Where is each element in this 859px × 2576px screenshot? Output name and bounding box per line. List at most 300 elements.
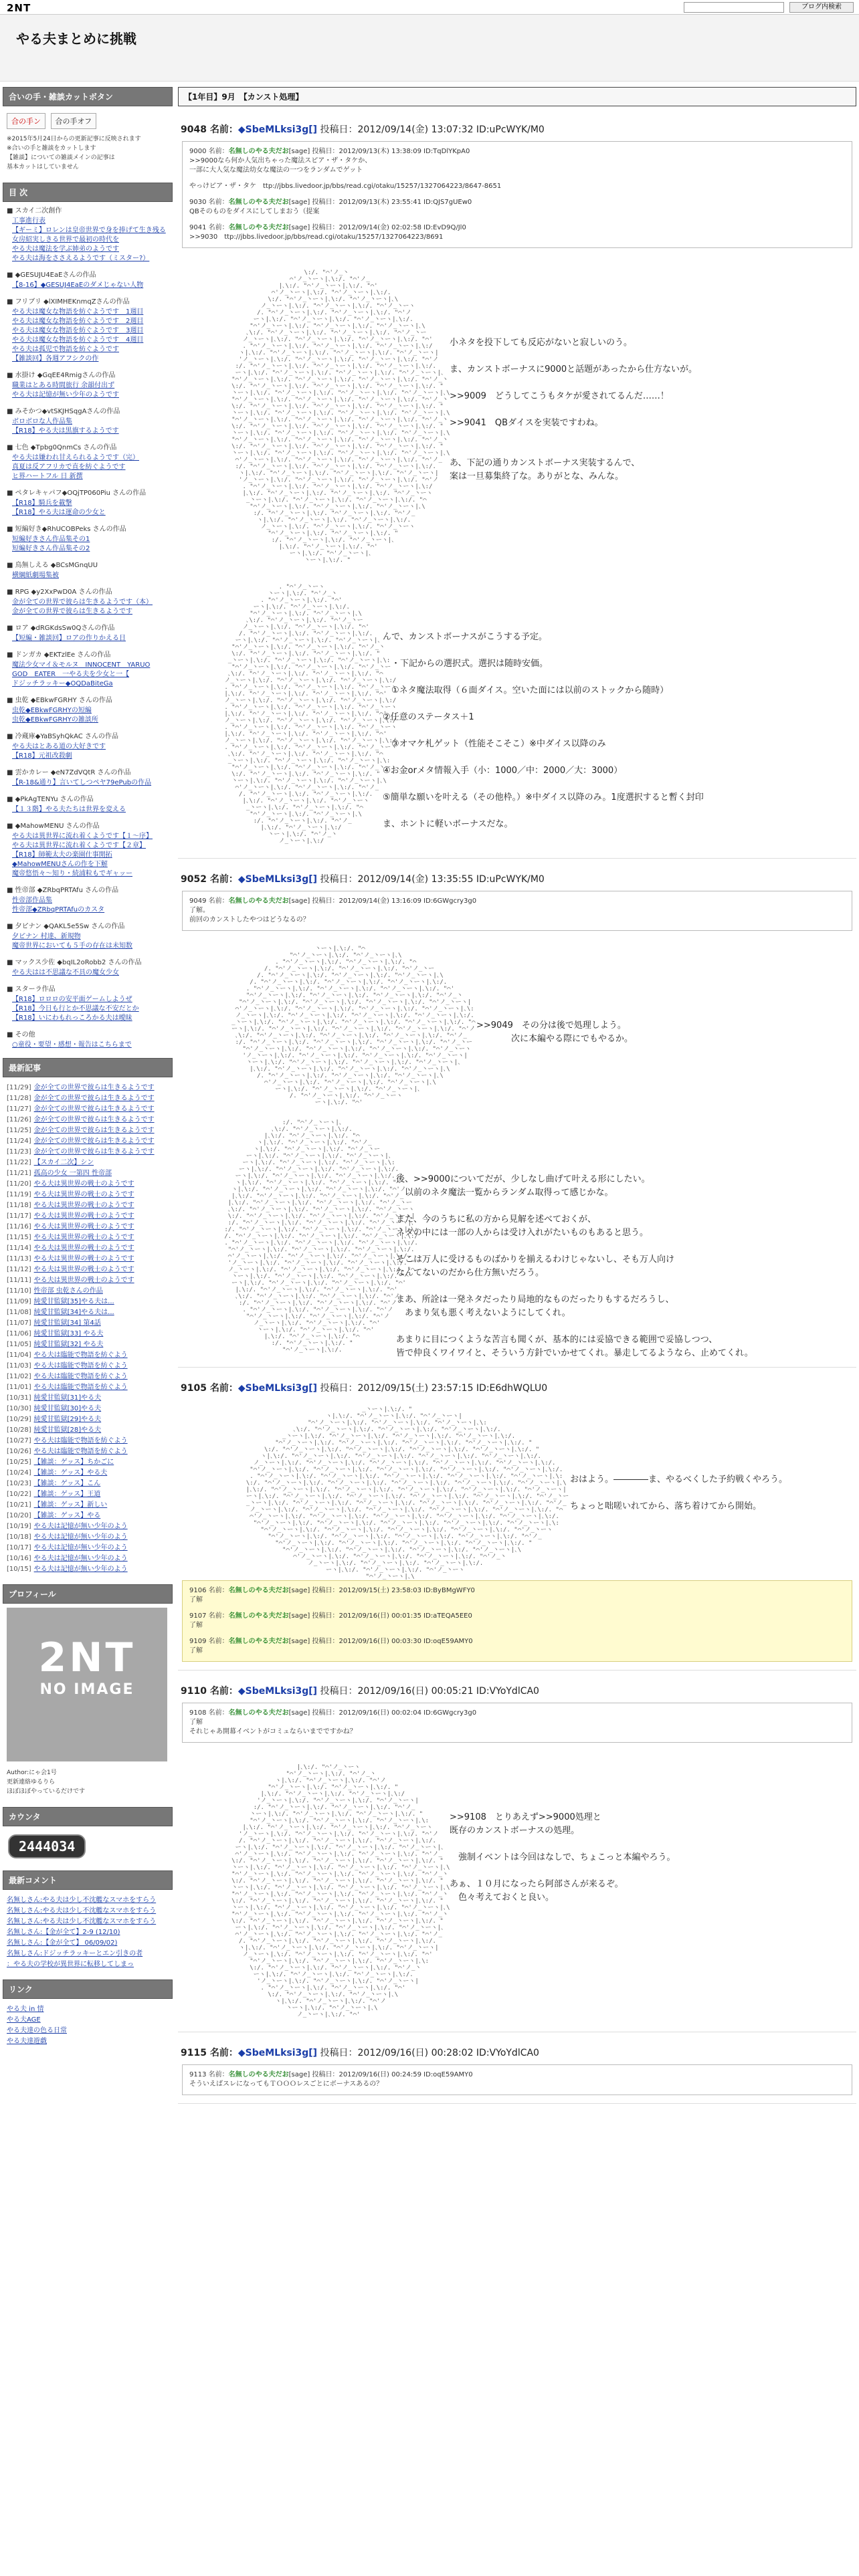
toc-link[interactable]: やる夫はとある道の大好きです bbox=[12, 743, 106, 750]
recent-item bbox=[7, 1361, 169, 1372]
quoted-responses bbox=[182, 1580, 852, 1662]
toc-link[interactable]: 【短編・雑談回】ロアの作りかえる日 bbox=[12, 635, 126, 642]
comment-link[interactable]: ：やる夫の学校が異世界に転移してしまっ bbox=[7, 1961, 134, 1968]
quote-text: やっけピア・ザ・タケ ttp://jbbs.livedoor.jp/bbs/read.cgi/otaku/15257/1327064223/8647-8651 bbox=[189, 183, 502, 190]
recent-link[interactable]: やる夫は記憶が無い少年のよう bbox=[33, 1523, 128, 1530]
recent-link[interactable]: やる夫は異世界の戦士のようです bbox=[33, 1234, 134, 1241]
toc-group-title[interactable]: ■ マックス少佐 ◆bqIL2oRobb2 さんの作品 bbox=[7, 959, 142, 966]
recent-link[interactable]: やる夫は異世界の戦士のようです bbox=[33, 1255, 134, 1263]
recent-link[interactable]: やる夫は記憶が無い少年のよう bbox=[33, 1555, 128, 1562]
comment-item bbox=[7, 1949, 169, 1959]
recent-date: [10/21] bbox=[7, 1501, 31, 1509]
links-block bbox=[3, 1979, 173, 2048]
toc-group bbox=[3, 650, 173, 689]
quote-gap bbox=[189, 1605, 845, 1612]
poster-name[interactable]: ◆SbeMLksi3g[] bbox=[237, 1686, 318, 1697]
toc-link[interactable]: 横綱紙劇場集被 bbox=[12, 572, 59, 579]
toc-link[interactable]: 性帝部◆ZRbqPRTAfuのカスタ bbox=[12, 906, 105, 914]
toc-link[interactable]: 【R18】師範太夫の楽園仕事開拓 bbox=[12, 851, 112, 859]
recent-item bbox=[7, 1147, 169, 1158]
toc-link[interactable]: 短編好きさん作品集その2 bbox=[12, 545, 90, 552]
toc-group-title[interactable]: ■ 冷蔵庫◆YaBSyhQkAC さんの作品 bbox=[7, 733, 118, 740]
recent-date: [11/14] bbox=[7, 1245, 31, 1252]
quote-text: >>9000なら何か人気出ちゃった魔法スピア・ザ・タケか、 bbox=[189, 157, 372, 165]
recent-link[interactable]: やる夫は臨能で物語を紡ぐよう bbox=[33, 1373, 128, 1380]
quote-line bbox=[189, 198, 845, 207]
recent-date: [10/25] bbox=[7, 1459, 31, 1466]
recent-item bbox=[7, 1404, 169, 1414]
speech-line: あぁ、１０月になったら阿部さんが来るぞ。 bbox=[450, 1879, 624, 1889]
quote-line bbox=[189, 207, 845, 217]
post-number[interactable]: 9105 名前： bbox=[181, 1383, 238, 1394]
toc-link[interactable]: やる夫は魔女な物語を紡ぐようです 3週目 bbox=[12, 327, 144, 334]
comment-item bbox=[7, 1927, 169, 1938]
ascii-art-figure: |､\:/. "⌒'ノ_丶ーヽ "⌒'ノ_丶ーヽ|､\:/. "⌒'ノ_丶 ヽ|､\:/. "⌒'ノ_丶ーヽ|､\:/. "⌒'ノ "⌒'ノ_丶ーヽ|､\:/. "⌒'ノ_丶ーヽ|､\:/. " |､\:/. "⌒'ノ_丶ーヽ|､\:/. "⌒'ノ_丶ーヽ|､\:/ 'ノ_丶ーヽ|､\:/. "⌒'ノ_丶ーヽ|､\:/. "⌒'ノ_丶ーヽ| :/. "⌒'ノ_丶ーヽ|､\:/. "⌒'ノ_丶ーヽ|､\:/. "⌒'ノ_ 丶ーヽ|､\:/. "⌒'ノ_丶ーヽ|､\:/. "⌒'ノ_丶ーヽ|､\:/. " "⌒'ノ_丶ーヽ|､\:/. "⌒'ノ_丶ーヽ|､\:/. "⌒'ノ_丶ーヽ|､\: |､\:/. "⌒'ノ_丶ーヽ|､\:/. "⌒'ノ_丶ーヽ|､\:/. "⌒'ノ_丶ーヽ 'ノ_丶ーヽ|､\:/. "⌒'ノ_丶ーヽ|､\:/. "⌒'ノ_丶ーヽ|､\:/. "⌒'ノ /. "⌒'ノ_丶ーヽ|､\:/. "⌒'ノ_丶ーヽ|､\:/. "⌒'ノ_丶ーヽ|､\:/. ーヽ|､\:/. "⌒'ノ_丶ーヽ|､\:/. "⌒'ノ_丶ーヽ|､\:/. "⌒'ノ_丶ーヽ|､ ⌒'ノ_丶ーヽ|､\:/. "⌒'ノ_丶ーヽ|､\:/. "⌒'ノ_丶ーヽ|､\:/. "⌒'ノ_ \:/. "⌒'ノ_丶ーヽ|､\:/. "⌒'ノ_丶ーヽ|､\:/. "⌒'ノ_丶ーヽ|､\:/. " 丶ーヽ|､\:/. "⌒'ノ_丶ーヽ|､\:/. "⌒'ノ_丶ーヽ|､\:/. "⌒'ノ_丶ーヽ|､\ "⌒'ノ_丶ーヽ|､\:/. "⌒'ノ_丶ーヽ|､\:/. "⌒'ノ_丶ーヽ|､\:/. "⌒'ノ_丶 \:/. "⌒'ノ_丶ーヽ|､\:/. "⌒'ノ_丶ーヽ|､\:/. "⌒'ノ_丶ーヽ|､\:/. " 丶ーヽ|､\:/. "⌒'ノ_丶ーヽ|､\:/. "⌒'ノ_丶ーヽ|､\:/. "⌒'ノ_丶ーヽ|､\ "⌒'ノ_丶ーヽ|､\:/. "⌒'ノ_丶ーヽ|､\:/. "⌒'ノ_丶ーヽ|､\:/. "⌒'ノ_丶 \:/. "⌒'ノ_丶ーヽ|､\:/. "⌒'ノ_丶ーヽ|､\:/. "⌒'ノ_丶ーヽ|､\:/. " 丶ーヽ|､\:/. "⌒'ノ_丶ーヽ|､\:/. "⌒'ノ_丶ーヽ|､\:/. "⌒'ノ_丶ーヽ|､\ "⌒'ノ_丶ーヽ|､\:/. "⌒'ノ_丶ーヽ|､\:/. "⌒'ノ_丶ーヽ|､\:/. "⌒'ノ_丶 \:/. "⌒'ノ_丶ーヽ|､\:/. "⌒'ノ_丶ーヽ|､\:/. "⌒'ノ_丶ーヽ|､\:/. " ーヽ|､\:/. "⌒'ノ_丶ーヽ|､\:/. "⌒'ノ_丶ーヽ|､\:/. "⌒'ノ_丶ーヽ|､ ⌒'ノ_丶ーヽ|､\:/. "⌒'ノ_丶ーヽ|､\:/. "⌒'ノ_丶ーヽ|､\:/. "⌒'ノ_ /. "⌒'ノ_丶ーヽ|､\:/. "⌒'ノ_丶ーヽ|､\:/. "⌒'ノ_丶ーヽ|､\:/. ヽ|､\:/. "⌒'ノ_丶ーヽ|､\:/. "⌒'ノ_丶ーヽ|､\:/. "⌒'ノ_丶ーヽ| ノ_丶ーヽ|､\:/. "⌒'ノ_丶ーヽ|､\:/. "⌒'ノ_丶ーヽ|､\:/. "⌒' "⌒'ノ_丶ーヽ|､\:/. "⌒'ノ_丶ーヽ|､\:/. "⌒'ノ_丶ーヽ|､\: \:/. "⌒'ノ_丶ーヽ|､\:/. "⌒'ノ_丶ーヽ|､\:/. "⌒'ノ_丶 ーヽ|､\:/. "⌒'ノ_丶ーヽ|､\:/. "⌒'ノ_丶ーヽ|､\:/. 'ノ_丶ーヽ|､\:/. "⌒'ノ_丶ーヽ|､\:/. "⌒'ノ_丶ーヽ| . "⌒'ノ_丶ーヽ|､\:/. "⌒'ノ_丶ーヽ|､\:/. "⌒' \:/. "⌒'ノ_丶ーヽ|､\:/. "⌒'ノ_丶ーヽ|､\ ヽ|､\:/. "⌒'ノ_丶ーヽ|､\:/. "⌒'ノ 丶ーヽ|､\:/. "⌒'ノ_丶ーヽ|､\ ノ_丶ーヽ|､\:/. "⌒' bbox=[231, 1764, 450, 2018]
site-logo[interactable]: 2NT bbox=[7, 2, 31, 14]
post-number[interactable]: 9110 名前： bbox=[181, 1686, 238, 1697]
toc-group bbox=[3, 1030, 173, 1050]
recent-link[interactable]: 純愛甘監獄[33] やる夫 bbox=[33, 1330, 104, 1337]
recent-date: [10/30] bbox=[7, 1405, 31, 1412]
blog-title[interactable]: やる夫まとめに挑戦 bbox=[16, 31, 136, 47]
recent-link[interactable]: 金が全ての世界で彼らは生きるようです bbox=[33, 1084, 155, 1091]
recent-link[interactable]: 金が全ての世界で彼らは生きるようです bbox=[33, 1095, 155, 1102]
recent-date: [11/16] bbox=[7, 1223, 31, 1230]
toc-link[interactable]: 【R18】やる夫は運命の少女と bbox=[12, 509, 106, 516]
ascii-art-figure: :/. "⌒'ノ_丶ーヽ|､ ､\:/. "⌒'ノ_丶ーヽ|､\:/. |､\:/. "⌒'ノ_丶ーヽ|､\:/. "⌒ ヽ|､\:/. "⌒'ノ_丶ーヽ|､\:/. "⌒'ノ_ ヽ|､\:/. "⌒'ノ_丶ーヽ|､\:/. "⌒'ノ_丶ー ーヽ|､\:/. "⌒'ノ_丶ーヽ|､\:/. "⌒'ノ_丶ーヽ|､ ーヽ|､\:/. "⌒'ノ_丶ーヽ|､\:/. "⌒'ノ_丶ーヽ|､\: ーヽ|､\:/. "⌒'ノ_丶ーヽ|､\:/. "⌒'ノ_丶ーヽ|､\:/. ーヽ|､\:/. "⌒'ノ_丶ーヽ|､\:/. "⌒'ノ_丶ーヽ|､\:/. " ヽ|､\:/. "⌒'ノ_丶ーヽ|､\:/. "⌒'ノ_丶ーヽ|､\:/. "⌒ ヽ|､\:/. "⌒'ノ_丶ーヽ|､\:/. "⌒'ノ_丶ーヽ|､\:/. "⌒'ノ |､\:/. "⌒'ノ_丶ーヽ|､\:/. "⌒'ノ_丶ーヽ|､\:/. "⌒'ノ_ |､\:/. "⌒'ノ_丶ーヽ|､\:/. "⌒'ノ_丶ーヽ|､\:/. "⌒'ノ_丶ー ､\:/. "⌒'ノ_丶ーヽ|､\:/. "⌒'ノ_丶ーヽ|､\:/. "⌒'ノ_丶ーヽ \:/. "⌒'ノ_丶ーヽ|､\:/. "⌒'ノ_丶ーヽ|､\:/. "⌒'ノ_丶ーヽ| :/. "⌒'ノ_丶ーヽ|､\:/. "⌒'ノ_丶ーヽ|､\:/. "⌒'ノ_丶ーヽ|､ :/. "⌒'ノ_丶ーヽ|､\:/. "⌒'ノ_丶ーヽ|､\:/. "⌒'ノ_丶ーヽ|､\: /. "⌒'ノ_丶ーヽ|､\:/. "⌒'ノ_丶ーヽ|､\:/. "⌒'ノ_丶ーヽ|､\:/ . "⌒'ノ_丶ーヽ|､\:/. "⌒'ノ_丶ーヽ|､\:/. "⌒'ノ_丶ーヽ|､\:/. "⌒'ノ_丶ーヽ|､\:/. "⌒'ノ_丶ーヽ|､\:/. "⌒'ノ_丶ーヽ|､\:/. ⌒'ノ_丶ーヽ|､\:/. "⌒'ノ_丶ーヽ|､\:/. "⌒'ノ_丶ーヽ|､\:/. 'ノ_丶ーヽ|､\:/. "⌒'ノ_丶ーヽ|､\:/. "⌒'ノ_丶ーヽ|､\:/. " ノ_丶ーヽ|､\:/. "⌒'ノ_丶ーヽ|､\:/. "⌒'ノ_丶ーヽ|､\:/. "⌒ 丶ーヽ|､\:/. "⌒'ノ_丶ーヽ|､\:/. "⌒'ノ_丶ーヽ|､\:/. "⌒ ーヽ|､\:/. "⌒'ノ_丶ーヽ|､\:/. "⌒'ノ_丶ーヽ|､\:/. "⌒' |､\:/. "⌒'ノ_丶ーヽ|､\:/. "⌒'ノ_丶ーヽ|､\:/. "⌒' ､\:/. "⌒'ノ_丶ーヽ|､\:/. "⌒'ノ_丶ーヽ|､\:/. "⌒'ノ :/. "⌒'ノ_丶ーヽ|､\:/. "⌒'ノ_丶ーヽ|､\:/. "⌒'ノ . "⌒'ノ_丶ーヽ|､\:/. "⌒'ノ_丶ーヽ|､\:/. "⌒'ノ "⌒'ノ_丶ーヽ|､\:/. "⌒'ノ_丶ーヽ|､\:/. "⌒'ノ ノ_丶ーヽ|､\:/. "⌒'ノ_丶ーヽ|､\:/. "⌒' 丶ーヽ|､\:/. "⌒'ノ_丶ーヽ|､\:/. "⌒' |､\:/. "⌒'ノ_丶ーヽ|､\:/. "⌒ :/. "⌒'ノ_丶ーヽ|､\:/. " "⌒'ノ_丶ーヽ|､\:/. bbox=[224, 1119, 418, 1354]
recent-item bbox=[7, 1500, 169, 1511]
recent-link[interactable]: 【雑談：ゲッス】こん bbox=[33, 1480, 101, 1487]
speech-line: なんてないのだから仕方無いだろう。 bbox=[396, 1268, 545, 1278]
recent-link[interactable]: やる夫は記憶が無い少年のよう bbox=[33, 1566, 128, 1573]
ascii-art-figure: . "⌒'ノ_丶ーヽ 丶ーヽ|､\:/. "⌒'ノ_丶 . "⌒'ノ_丶ーヽ|､\:/. "⌒' ーヽ|､\:/. "⌒'ノ_丶ーヽ|､\:/. "⌒'ノ_丶ーヽ|､\:/. "⌒'ノ_丶ーヽ|､\ ､\:/. "⌒'ノ_丶ーヽ|､\:/. "⌒'ノ_丶ー ノ_丶ーヽ|､\:/. "⌒'ノ_丶ーヽ|､\:/. "⌒' /. "⌒'ノ_丶ーヽ|､\:/. "⌒'ノ_丶ーヽ|､\:/. ーヽ|､\:/. "⌒'ノ_丶ーヽ|､\:/. "⌒'ノ_丶ーヽ|､ "⌒'ノ_丶ーヽ|､\:/. "⌒'ノ_丶ーヽ|､\:/. "⌒'ノ_丶 \:/. "⌒'ノ_丶ーヽ|､\:/. "⌒'ノ_丶ーヽ|､\:/. " _丶ーヽ|､\:/. "⌒'ノ_丶ーヽ|､\:/. "⌒'ノ_丶ーヽ|､\: "⌒'ノ_丶ーヽ|､\:/. "⌒'ノ_丶ーヽ|､\:/. "⌒'ノ_丶ー ､\:/. "⌒'ノ_丶ーヽ|､\:/. "⌒'ノ_丶ーヽ|､\:/. "⌒ ノ_丶ーヽ|､\:/. "⌒'ノ_丶ーヽ|､\:/. "⌒'ノ_丶ーヽ|､\:/ . "⌒'ノ_丶ーヽ|､\:/. "⌒'ノ_丶ーヽ|､\:/. "⌒'ノ_丶ーヽ |､\:/. "⌒'ノ_丶ーヽ|､\:/. "⌒'ノ_丶ーヽ|､\:/. "⌒' ノ_丶ーヽ|､\:/. "⌒'ノ_丶ーヽ|､\:/. "⌒'ノ_丶ーヽ|､\:/ . "⌒'ノ_丶ーヽ|､\:/. "⌒'ノ_丶ーヽ|､\:/. "⌒'ノ_丶ーヽ |､\:/. "⌒'ノ_丶ーヽ|､\:/. "⌒'ノ_丶ーヽ|､\:/. "⌒' ノ_丶ーヽ|､\:/. "⌒'ノ_丶ーヽ|､\:/. "⌒'ノ_丶ーヽ|､\:/ . "⌒'ノ_丶ーヽ|､\:/. "⌒'ノ_丶ーヽ|､\:/. "⌒'ノ_丶ーヽ |､\:/. "⌒'ノ_丶ーヽ|､\:/. "⌒'ノ_丶ーヽ|､\:/. "⌒' ノ_丶ーヽ|､\:/. "⌒'ノ_丶ーヽ|､\:/. "⌒'ノ_丶ーヽ|､\:/ . "⌒'ノ_丶ーヽ|､\:/. "⌒'ノ_丶ーヽ|､\:/. "⌒'ノ_丶ーヽ ､\:/. "⌒'ノ_丶ーヽ|､\:/. "⌒'ノ_丶ーヽ|､\:/. "⌒ _丶ーヽ|､\:/. "⌒'ノ_丶ーヽ|､\:/. "⌒'ノ_丶ーヽ|､\: "⌒'ノ_丶ーヽ|､\:/. "⌒'ノ_丶ーヽ|､\:/. "⌒'ノ_丶ー \:/. "⌒'ノ_丶ーヽ|､\:/. "⌒'ノ_丶ーヽ|､\:/. " 丶ーヽ|､\:/. "⌒'ノ_丶ーヽ|､\:/. "⌒'ノ_丶ーヽ|､\ ⌒'ノ_丶ーヽ|､\:/. "⌒'ノ_丶ーヽ|､\:/. "⌒'ノ_ /. "⌒'ノ_丶ーヽ|､\:/. "⌒'ノ_丶ーヽ|､\:/. |､\:/. "⌒'ノ_丶ーヽ|､\:/. "⌒'ノ_丶ーヽ _丶ーヽ|､\:/. "⌒'ノ_丶ーヽ|､\:/. "⌒ "⌒'ノ_丶ーヽ|､\:/. "⌒'ノ_丶ーヽ|､\ :/. "⌒'ノ_丶ーヽ|､\:/. "⌒'ノ_ |､\:/. "⌒'ノ_丶ーヽ|､\:/ 丶ーヽ|､\:/. "⌒'ノ_丶 ノ_丶ーヽ|､\:/ bbox=[224, 584, 397, 845]
quote-line bbox=[189, 147, 845, 156]
toc-link[interactable]: 性帝部作品集 bbox=[12, 897, 52, 904]
toc-link[interactable]: GOD EATER 一やる夫を少女と一【 bbox=[12, 671, 130, 678]
quote-number[interactable]: 9041 名前： bbox=[189, 224, 229, 231]
post-number[interactable]: 9052 名前： bbox=[181, 874, 238, 885]
toc-link[interactable]: やる夫は魔女な物語を紡ぐようです 2週目 bbox=[12, 318, 144, 325]
ascii-art-figure: \:/. "⌒'ノ_丶 ⌒'ノ_丶ーヽ|､\:/. "⌒'ノ_ |､\:/. "⌒'ノ_丶ーヽ|､\:/. "⌒' ⌒'ノ_丶ーヽ|､\:/. "⌒'ノ_丶ーヽ|､\:/. \:/. "⌒'ノ_丶ーヽ|､\:/. "⌒'ノ_丶ーヽ|､\ ノ_丶ーヽ|､\:/. "⌒'ノ_丶ーヽ|､\:/. "⌒'ノ_丶ーヽ /. "⌒'ノ_丶ーヽ|､\:/. "⌒'ノ_丶ーヽ|､\:/. "⌒'ノ ーヽ|､\:/. "⌒'ノ_丶ーヽ|､\:/. "⌒'ノ_丶ーヽ|､\:/. "⌒'ノ_丶ーヽ|､\:/. "⌒'ノ_丶ーヽ|､\:/. "⌒'ノ_丶ーヽ|､\ ､\:/. "⌒'ノ_丶ーヽ|､\:/. "⌒'ノ_丶ーヽ|､\:/. "⌒'ノ_丶ー ノ_丶ーヽ|､\:/. "⌒'ノ_丶ーヽ|､\:/. "⌒'ノ_丶ーヽ|､\:/. "⌒' . "⌒'ノ_丶ーヽ|､\:/. "⌒'ノ_丶ーヽ|､\:/. "⌒'ノ_丶ーヽ|､\:/ ヽ|､\:/. "⌒'ノ_丶ーヽ|､\:/. "⌒'ノ_丶ーヽ|､\:/. "⌒'ノ_丶ーヽ| 'ノ_丶ーヽ|､\:/. "⌒'ノ_丶ーヽ|､\:/. "⌒'ノ_丶ーヽ|､\:/. "⌒'ノ :/. "⌒'ノ_丶ーヽ|､\:/. "⌒'ノ_丶ーヽ|､\:/. "⌒'ノ_丶ーヽ|､\:/. ーヽ|､\:/. "⌒'ノ_丶ーヽ|､\:/. "⌒'ノ_丶ーヽ|､\:/. "⌒'ノ_丶ーヽ|､ "⌒'ノ_丶ーヽ|､\:/. "⌒'ノ_丶ーヽ|､\:/. "⌒'ノ_丶ーヽ|､\:/. "⌒'ノ_丶 \:/. "⌒'ノ_丶ーヽ|､\:/. "⌒'ノ_丶ーヽ|､\:/. "⌒'ノ_丶ーヽ|､\:/. " 丶ーヽ|､\:/. "⌒'ノ_丶ーヽ|､\:/. "⌒'ノ_丶ーヽ|､\:/. "⌒'ノ_丶ーヽ|､\ "⌒'ノ_丶ーヽ|､\:/. "⌒'ノ_丶ーヽ|､\:/. "⌒'ノ_丶ーヽ|､\:/. "⌒'ノ_丶 \:/. "⌒'ノ_丶ーヽ|､\:/. "⌒'ノ_丶ーヽ|､\:/. "⌒'ノ_丶ーヽ|､\:/. " 丶ーヽ|､\:/. "⌒'ノ_丶ーヽ|､\:/. "⌒'ノ_丶ーヽ|､\:/. "⌒'ノ_丶ーヽ|､\ "⌒'ノ_丶ーヽ|､\:/. "⌒'ノ_丶ーヽ|､\:/. "⌒'ノ_丶ーヽ|､\:/. "⌒'ノ_丶 \:/. "⌒'ノ_丶ーヽ|､\:/. "⌒'ノ_丶ーヽ|､\:/. "⌒'ノ_丶ーヽ|､\:/. " 丶ーヽ|､\:/. "⌒'ノ_丶ーヽ|､\:/. "⌒'ノ_丶ーヽ|､\:/. "⌒'ノ_丶ーヽ|､\ "⌒'ノ_丶ーヽ|､\:/. "⌒'ノ_丶ーヽ|､\:/. "⌒'ノ_丶ーヽ|､\:/. "⌒'ノ_丶 \:/. "⌒'ノ_丶ーヽ|､\:/. "⌒'ノ_丶ーヽ|､\:/. "⌒'ノ_丶ーヽ|､\:/. " 丶ーヽ|､\:/. "⌒'ノ_丶ーヽ|､\:/. "⌒'ノ_丶ーヽ|､\:/. "⌒'ノ_丶ーヽ|､\ ⌒'ノ_丶ーヽ|､\:/. "⌒'ノ_丶ーヽ|､\:/. "⌒'ノ_丶ーヽ|､\:/. "⌒'ノ_ :/. "⌒'ノ_丶ーヽ|､\:/. "⌒'ノ_丶ーヽ|､\:/. "⌒'ノ_丶ーヽ|､\:/. ヽ|､\:/. "⌒'ノ_丶ーヽ|､\:/. "⌒'ノ_丶ーヽ|､\:/. "⌒'ノ_丶ーヽ| 'ノ_丶ーヽ|､\:/. "⌒'ノ_丶ーヽ|､\:/. "⌒'ノ_丶ーヽ|､\:/. "⌒'ノ . "⌒'ノ_丶ーヽ|､\:/. "⌒'ノ_丶ーヽ|､\:/. "⌒'ノ_丶ーヽ|､\:/ |､\:/. "⌒'ノ_丶ーヽ|､\:/. "⌒'ノ_丶ーヽ|､\:/. "⌒'ノ_丶ーヽ _丶ーヽ|､\:/. "⌒'ノ_丶ーヽ|､\:/. "⌒'ノ_丶ーヽ|､\:/. "⌒ "⌒'ノ_丶ーヽ|､\:/. "⌒'ノ_丶ーヽ|､\:/. "⌒'ノ_丶ーヽ|､\ :/. "⌒'ノ_丶ーヽ|､\:/. "⌒'ノ_丶ーヽ|､\:/. "⌒'ノ_ ヽ|､\:/. "⌒'ノ_丶ーヽ|､\:/. "⌒'ノ_丶ーヽ|､\:/. ノ_丶ーヽ|､\:/. "⌒'ノ_丶ーヽ|､\:/. "⌒'ノ_丶ーヽ "⌒'ノ_丶ーヽ|､\:/. "⌒'ノ_丶ーヽ|､\:/. " :/. "⌒'ノ_丶ーヽ|､\:/. "⌒'ノ_丶ーヽ|､ |､\:/. "⌒'ノ_丶ーヽ|､\:/. "⌒' ーヽ|､\:/. "⌒'ノ_丶ーヽ|､ 丶ーヽ|､\:/. " bbox=[231, 270, 450, 564]
speech-line bbox=[570, 1487, 787, 1500]
ascii-art-panel bbox=[182, 939, 852, 1106]
recent-date: [11/27] bbox=[7, 1105, 31, 1113]
toc-link[interactable]: やる夫は嫌われ甘えられるようです（完） bbox=[12, 454, 139, 461]
quote-line bbox=[189, 1612, 845, 1621]
speech-line bbox=[396, 1200, 753, 1213]
quote-line bbox=[189, 156, 845, 166]
quote-number[interactable]: 9106 名前： bbox=[189, 1587, 229, 1594]
link-item bbox=[7, 2026, 169, 2036]
toc-group-title[interactable]: ■ 雲かカレー ◆eN7ZdVQtR さんの作品 bbox=[7, 769, 131, 776]
toc-link[interactable]: やる夫は魔法を学ぶ姉弟のようです bbox=[12, 245, 119, 253]
recent-link[interactable]: 【雑談：ゲッス】ちかごに bbox=[33, 1459, 114, 1466]
speech-line: 既存のカンストボーナスの処理。 bbox=[450, 1826, 580, 1836]
post bbox=[178, 872, 856, 1368]
toc-group-title[interactable]: ■ みそかつ◆vtSKJHSqgAさんの作品 bbox=[7, 408, 120, 415]
recent-link[interactable]: 【雑談：ゲッス】王道 bbox=[33, 1491, 101, 1498]
toc-link[interactable]: 金が全ての世界で彼らは生きるようです bbox=[12, 608, 132, 615]
recent-link[interactable]: やる夫は異世界の戦士のようです bbox=[33, 1212, 134, 1220]
recent-date: [10/15] bbox=[7, 1566, 31, 1573]
quote-author: 名無しのやる夫だお bbox=[228, 1587, 289, 1594]
toc-group-title[interactable]: ■ 夕ピナン ◆QAKL5e5Sw さんの作品 bbox=[7, 923, 125, 930]
toc-link[interactable]: 短編好きさん作品集その1 bbox=[12, 536, 90, 543]
toc-group bbox=[3, 587, 173, 617]
recent-link[interactable]: 純愛甘監獄[35]やる夫は... bbox=[33, 1298, 114, 1305]
toc-group-title[interactable]: ■ スターラ作品 bbox=[7, 986, 56, 993]
toc-link[interactable]: 女房紹実しきる世界で最初の時代を bbox=[12, 236, 119, 243]
toc-link[interactable]: やる夫は魔女な物語を紡ぐようです 4週目 bbox=[12, 336, 144, 344]
guide-block bbox=[3, 87, 173, 175]
toc-link[interactable]: やる夫は海をささえるようです（ミスター?） bbox=[12, 255, 150, 262]
search-input[interactable] bbox=[684, 2, 784, 13]
recent-date: [10/18] bbox=[7, 1533, 31, 1541]
quote-gap bbox=[189, 191, 845, 198]
post-number[interactable]: 9115 名前： bbox=[181, 2048, 238, 2058]
recent-item bbox=[7, 1297, 169, 1307]
speech-text bbox=[396, 1173, 753, 1360]
quote-author: 名無しのやる夫だお bbox=[228, 224, 289, 231]
poster-name[interactable]: ◆SbeMLksi3g[] bbox=[237, 1383, 318, 1394]
recent-item bbox=[7, 1136, 169, 1147]
toc-group bbox=[3, 297, 173, 364]
toc-link[interactable]: 夕ピナン 村達、新規物 bbox=[12, 933, 81, 940]
recent-date: [11/11] bbox=[7, 1277, 31, 1284]
toc-link[interactable]: 工事進行表 bbox=[12, 217, 45, 225]
toc-link[interactable]: 魔法少女マイ＆モルヌ INNOCENT YARUO bbox=[12, 661, 151, 669]
recent-item bbox=[7, 1158, 169, 1168]
recent-item bbox=[7, 1307, 169, 1318]
recent-link[interactable]: 金が全ての世界で彼らは生きるようです bbox=[33, 1127, 155, 1134]
post-header bbox=[181, 1684, 854, 1697]
recent-link[interactable]: 金が全ての世界で彼らは生きるようです bbox=[33, 1105, 155, 1113]
recent-item bbox=[7, 1275, 169, 1286]
quote-number[interactable]: 9109 名前： bbox=[189, 1638, 229, 1645]
toc-link[interactable]: やる夫は魔女な物語を紡ぐようです 1週目 bbox=[12, 308, 144, 316]
toc-group bbox=[3, 984, 173, 1023]
link-item bbox=[7, 2015, 169, 2026]
quote-line bbox=[189, 2070, 845, 2080]
quote-author: 名無しのやる夫だお bbox=[228, 199, 289, 206]
sidebar bbox=[3, 87, 173, 2576]
speech-line bbox=[450, 1838, 675, 1851]
recent-link[interactable]: やる夫は臨能で物語を紡ぐよう bbox=[33, 1362, 128, 1370]
toc-group-title[interactable]: ■ その他 bbox=[7, 1031, 35, 1039]
ascii-art-panel bbox=[182, 570, 852, 851]
speech-line bbox=[396, 1280, 753, 1293]
recent-link[interactable]: 純愛甘監獄[34] 第4話 bbox=[33, 1319, 101, 1327]
poster-name[interactable]: ◆SbeMLksi3g[] bbox=[237, 874, 318, 885]
recent-link[interactable]: やる夫は臨能で物語を紡ぐよう bbox=[33, 1448, 128, 1455]
quote-text: 了解 bbox=[189, 1719, 203, 1726]
toc-link[interactable]: やる夫は異世界に流れ着くようです【１〜序】 bbox=[12, 833, 153, 840]
recent-date: [11/28] bbox=[7, 1095, 31, 1102]
toc-group-title[interactable]: ■ ◆MahowMENU さんの作品 bbox=[7, 823, 100, 830]
recent-link[interactable]: 【スカイ二次】シン bbox=[33, 1159, 94, 1166]
recent-link[interactable]: やる夫は異世界の戦士のようです bbox=[33, 1277, 134, 1284]
recent-link[interactable]: やる夫は記憶が無い少年のよう bbox=[33, 1533, 128, 1541]
recent-date: [11/02] bbox=[7, 1373, 31, 1380]
toc-link[interactable]: ○童役・要望・感想・報告はこちらまで bbox=[12, 1041, 132, 1049]
speech-line: ⑤簡単な願いを叶える（その他枠。）※中ダイス以降のみ。1度選択すると暫く封印 bbox=[383, 792, 704, 802]
recent-date: [11/29] bbox=[7, 1084, 31, 1091]
toc-link[interactable]: 【R18】いにわもれっころかる夫は曖昧 bbox=[12, 1014, 132, 1022]
toc-title: 目 次 bbox=[3, 183, 173, 202]
recent-link[interactable]: やる夫は異世界の戦士のようです bbox=[33, 1191, 134, 1198]
recent-item bbox=[7, 1425, 169, 1436]
toc-group-title[interactable]: ■ フリブリ ◆lXIMHEKnmqZさんの作品 bbox=[7, 298, 130, 306]
speech-line: まあ、所詮は一発ネタだったり局地的なものだったりもするだろうし、 bbox=[396, 1295, 674, 1305]
recent-date: [11/08] bbox=[7, 1309, 31, 1316]
external-link[interactable]: やる夫達遊戯 bbox=[7, 2038, 47, 2045]
quote-line bbox=[189, 233, 845, 242]
recent-item bbox=[7, 1286, 169, 1297]
recent-link[interactable]: 【雑談：ゲッス】やる夫 bbox=[33, 1469, 108, 1477]
recent-link[interactable]: 【雑談：ゲッス】新しい bbox=[33, 1501, 108, 1509]
toc-link[interactable]: 真夏は反アフリカで直を紡ぐようです bbox=[12, 463, 126, 471]
recent-item bbox=[7, 1564, 169, 1575]
recent-link[interactable]: やる夫は異世界の戦士のようです bbox=[33, 1202, 134, 1209]
comment-link[interactable]: 名無しさん:やる夫は少し不沈艦なスマホをすらう bbox=[7, 1897, 157, 1904]
recent-item bbox=[7, 1254, 169, 1265]
toc-group-title[interactable]: ■ 水掛け ◆GqEE4Rmigさんの作品 bbox=[7, 372, 116, 379]
quote-text: QBそのものをダイスにしてしまおう（提案 bbox=[189, 208, 320, 215]
toc-link[interactable]: ドジッチラッキー◆OQDaBiteGa bbox=[12, 680, 113, 687]
post bbox=[178, 1684, 856, 2032]
toc-link[interactable]: 虫乾◆EBkwFGRHYの雑談所 bbox=[12, 716, 98, 724]
comment-link[interactable]: 名無しさん:やる夫は少し不沈艦なスマホをすらう bbox=[7, 1907, 157, 1915]
post-header bbox=[181, 2046, 854, 2059]
recent-link[interactable]: 純愛甘監獄[30]やる夫 bbox=[33, 1405, 102, 1412]
external-link[interactable]: やる夫達の色る日常 bbox=[7, 2027, 67, 2034]
toc-link[interactable]: 【R18】やる夫は黒旗するようです bbox=[12, 427, 119, 435]
quote-line bbox=[189, 1596, 845, 1605]
recent-date: [10/16] bbox=[7, 1555, 31, 1562]
quoted-responses bbox=[182, 1703, 852, 1743]
toc-group-title[interactable]: ■ 七色 ◆Tpbg0QnmCs さんの作品 bbox=[7, 444, 117, 451]
quote-text: 前回のカンストしたやつはどうなるの？ bbox=[189, 916, 310, 924]
speech-line: >>9108 とりあえず>>9000処理と bbox=[450, 1812, 601, 1822]
comment-link[interactable]: 名無しさん:ドジッチラッキーとエン引きの者 bbox=[7, 1950, 143, 1957]
recent-link[interactable]: やる夫は記憶が無い少年のよう bbox=[33, 1544, 128, 1551]
comment-link[interactable]: 名無しさん:やる夫は少し不沈艦なスマホをすらう bbox=[7, 1918, 157, 1925]
quote-line bbox=[189, 2080, 845, 2089]
comment-link[interactable]: 名無しさん:【金が全て】2-9 (12/10) bbox=[7, 1929, 120, 1936]
toc-group-title[interactable]: ■ 短編好き◆RhUCOBPeks さんの作品 bbox=[7, 526, 126, 533]
counter-title: カウンタ bbox=[3, 1807, 173, 1826]
quote-line bbox=[189, 1646, 845, 1656]
poster-name[interactable]: ◆SbeMLksi3g[] bbox=[237, 2048, 318, 2058]
recent-link[interactable]: 純愛甘監獄[34]やる夫は... bbox=[33, 1309, 114, 1316]
toc-link[interactable]: 【R-18&通り】言いてしつペヤ79ePubの作品 bbox=[12, 779, 152, 786]
quote-line bbox=[189, 1621, 845, 1630]
speech-line: あまりに目につくような苦言も聞くが、基本的には妥協できる範囲で妥協しつつ、 bbox=[396, 1335, 718, 1345]
external-link[interactable]: やる夫AGE bbox=[7, 2016, 41, 2024]
toc-group-title[interactable]: ■ ◆PkAgTENYu さんの作品 bbox=[7, 796, 94, 803]
speech-line: 皆で仲良くワイワイと、そういう方針でいかせてくれ。暴走してるようなら、止めてくれ。 bbox=[396, 1348, 753, 1358]
speech-line: 強制イベントは今回はなしで、ちょこっと本編やろう。 bbox=[450, 1852, 676, 1862]
quote-number[interactable]: 9030 名前： bbox=[189, 199, 229, 206]
speech-line bbox=[396, 1320, 753, 1333]
toc-link[interactable]: 【8-16】◆GESUJ4EaEのダメじゃない人物 bbox=[12, 282, 144, 289]
no-image-logo: 2NT bbox=[38, 1634, 136, 1681]
toc-group-title[interactable]: ■ 虫乾 ◆EBkwFGRHY さんの作品 bbox=[7, 697, 112, 704]
recent-item bbox=[7, 1393, 169, 1404]
recent-item bbox=[7, 1457, 169, 1468]
toc-link[interactable]: 【１３階】やる夫たちは世界を変える bbox=[12, 806, 126, 813]
comment-link[interactable]: 名無しさん:【金が全て】 06/09/02) bbox=[7, 1939, 118, 1947]
toc-list bbox=[3, 206, 173, 1050]
recent-link[interactable]: やる夫は異世界の戦士のようです bbox=[33, 1223, 134, 1230]
speech-line: ③オマケ札ゲット（性能そこそこ）※中ダイス以降のみ bbox=[383, 739, 606, 749]
recent-item bbox=[7, 1125, 169, 1136]
quote-line bbox=[189, 1709, 845, 1718]
post-meta: 投稿日：2012/09/15(土) 23:57:15 ID:E6dhWQLU0 bbox=[317, 1383, 548, 1394]
toc-group-title[interactable]: ■ ◆GESUJU4EaEさんの作品 bbox=[7, 272, 96, 279]
recent-item bbox=[7, 1436, 169, 1446]
post-separator bbox=[178, 858, 856, 859]
speech-line: また、今のうちに私の方から見解を述べておくが、 bbox=[396, 1214, 597, 1224]
recent-date: [10/27] bbox=[7, 1437, 31, 1444]
recent-date: [10/28] bbox=[7, 1426, 31, 1434]
recent-link[interactable]: 純愛甘監獄[28]やる夫 bbox=[33, 1426, 102, 1434]
post-number[interactable]: 9048 名前： bbox=[181, 124, 238, 135]
post-meta: 投稿日：2012/09/16(日) 00:05:21 ID:VYoYdlCA0 bbox=[317, 1686, 539, 1697]
link-item bbox=[7, 2036, 169, 2047]
recent-date: [10/26] bbox=[7, 1448, 31, 1455]
toc-link[interactable]: 魔帝世界においても５手の存在は未知数 bbox=[12, 942, 132, 950]
toc-group-title[interactable]: ■ 鳥無しえる ◆BCsMGnqUU bbox=[7, 562, 98, 569]
quote-meta: [sage] 投稿日：2012/09/13(木) 13:38:09 ID:TqDlYKpA0 bbox=[288, 148, 470, 155]
recent-link[interactable]: やる夫は臨能で物語を紡ぐよう bbox=[33, 1437, 128, 1444]
ascii-art-panel bbox=[182, 1751, 852, 2025]
toc-link[interactable]: 職業はとある時間旅行 余韻付出ず bbox=[12, 382, 115, 389]
ascii-art-panel bbox=[182, 256, 852, 570]
recent-link[interactable]: 孤高の少女 一第四 性帝部 bbox=[33, 1170, 112, 1177]
recent-date: [10/20] bbox=[7, 1512, 31, 1519]
toc-group-title[interactable]: ■ ぺタレキャパフ◆OQjTP060Piu さんの作品 bbox=[7, 490, 147, 497]
toc-link[interactable]: ◆MahowMENUさんの作を下解 bbox=[12, 861, 108, 868]
recent-link[interactable]: 純愛甘監獄[32] やる夫 bbox=[33, 1341, 104, 1348]
quote-number[interactable]: 9107 名前： bbox=[189, 1612, 229, 1620]
recent-item bbox=[7, 1318, 169, 1329]
post bbox=[178, 2046, 856, 2104]
recent-item bbox=[7, 1468, 169, 1479]
toc-link[interactable]: 虫乾◆EBkwFGRHYの短編 bbox=[12, 707, 92, 714]
toc-link[interactable]: 【R18】今日も行とか不思議な不安だとか bbox=[12, 1005, 139, 1012]
profile-no-image bbox=[7, 1608, 167, 1761]
toc-group bbox=[3, 922, 173, 951]
guide-note: ※2015年5月24日からの更新記事に反映されます ※合いの手と雑談をカットします 【雑談】についての雑談メインの記事は 基本カットはしていません bbox=[7, 136, 141, 171]
post bbox=[178, 122, 856, 859]
speech-line bbox=[450, 1864, 675, 1878]
recent-link[interactable]: やる夫は異世界の戦士のようです bbox=[33, 1266, 134, 1273]
search-button[interactable]: ブログ内検索 bbox=[789, 2, 854, 13]
toc-group-title[interactable]: ■ ロア ◆dRGKdsSw0Qさんの作品 bbox=[7, 625, 115, 632]
recent-date: [11/23] bbox=[7, 1148, 31, 1156]
post-meta: 投稿日：2012/09/14(金) 13:07:32 ID:uPcWYK/M0 bbox=[317, 124, 545, 135]
links-list bbox=[3, 2003, 173, 2048]
recent-link[interactable]: 金が全ての世界で彼らは生きるようです bbox=[33, 1138, 155, 1145]
quote-author: 名無しのやる夫だお bbox=[228, 897, 289, 905]
toc-link[interactable]: 【ギーミ】ロレンは皇帝世界で身を捧げて生き残る bbox=[12, 227, 166, 234]
recent-link[interactable]: 純愛甘監獄[31]やる夫 bbox=[33, 1394, 102, 1402]
recent-date: [11/10] bbox=[7, 1287, 31, 1295]
external-link[interactable]: やる夫 in 情 bbox=[7, 2006, 44, 2013]
poster-name[interactable]: ◆SbeMLksi3g[] bbox=[237, 124, 318, 135]
recent-link[interactable]: 金が全ての世界で彼らは生きるようです bbox=[33, 1148, 155, 1156]
recent-item bbox=[7, 1446, 169, 1457]
quote-number[interactable]: 9049 名前： bbox=[189, 897, 229, 905]
recent-item bbox=[7, 1168, 169, 1179]
aside-on-button[interactable]: 合の手ン bbox=[7, 113, 45, 129]
recent-list bbox=[3, 1081, 173, 1576]
recent-item bbox=[7, 1329, 169, 1339]
main-content bbox=[178, 87, 856, 2576]
recent-item bbox=[7, 1083, 169, 1093]
speech-text bbox=[383, 631, 704, 831]
recent-link[interactable]: やる夫は異世界の戦士のようです bbox=[33, 1180, 134, 1188]
speech-line: ま、カンストボーナスに9000と話題があったから仕方ないが。 bbox=[450, 364, 698, 374]
toc-link[interactable]: 【R18】元祖改殺劇 bbox=[12, 752, 72, 760]
toc-group-title[interactable]: ■ ドンガカ ◆EKTzlEe さんの作品 bbox=[7, 651, 111, 659]
recent-link[interactable]: やる夫は臨能で物語を紡ぐよう bbox=[33, 1352, 128, 1359]
quote-author: 名無しのやる夫だお bbox=[228, 1638, 289, 1645]
speech-line: あまり気も悪く考えないようにしてくれ。 bbox=[396, 1308, 571, 1318]
ascii-art-figure: _丶ーヽ|､\:/. " ヽ|､\:/. "⌒'ノ_丶ーヽ|､\:/. "⌒'ノ_丶ーヽ| "⌒'ノ_丶ーヽ|､\:/. "⌒'ノ_丶ーヽ|､\:/. "⌒'ノ_丶ーヽ|､\: ､\:/. "⌒'ノ_丶ーヽ|､\:/. "⌒'ノ_丶ーヽ|､\:/. "⌒'ノ_丶ーヽ|､\:/. _丶ーヽ|､\:/. "⌒'ノ_丶ーヽ|､\:/. "⌒'ノ_丶ーヽ|､\:/. "⌒'ノ_丶ーヽ|､\:/. "⌒'ノ_丶ーヽ|､\:/. "⌒'ノ_丶ーヽ|､\:/. "⌒'ノ_丶ーヽ|､\:/. "⌒'ノ_丶ーヽ|､\:/. " \:/. "⌒'ノ_丶ーヽ|､\:/. "⌒'ノ_丶ーヽ|､\:/. "⌒'ノ_丶ーヽ|､\:/. "⌒'ノ_丶ーヽ|､\:/. " ヽ|､\:/. "⌒'ノ_丶ーヽ|､\:/. "⌒'ノ_丶ーヽ|､\:/. "⌒'ノ_丶ーヽ|､\:/. "⌒'ノ_丶ーヽ|､\:/. ノ_丶ーヽ|､\:/. "⌒'ノ_丶ーヽ|､\:/. "⌒'ノ_丶ーヽ|､\:/. "⌒'ノ_丶ーヽ|､\:/. "⌒'ノ_丶ーヽ|､\:/. "⌒'ノ_丶ーヽ|､\:/. "⌒'ノ_丶ーヽ|､\:/. "⌒'ノ_丶ーヽ|､\:/. "⌒'ノ_丶ーヽ|､\:/. "⌒'ノ_丶ーヽ|､\:/. . "⌒'ノ_丶ーヽ|､\:/. "⌒'ノ_丶ーヽ|､\:/. "⌒'ノ_丶ーヽ|､\:/. "⌒'ノ_丶ーヽ|､\:/. "⌒'ノ_丶ーヽ|､\: \:/. "⌒'ノ_丶ーヽ|､\:/. "⌒'ノ_丶ーヽ|､\:/. "⌒'ノ_丶ーヽ|､\:/. "⌒'ノ_丶ーヽ|､\:/. "⌒'ノ_丶ーヽ|､\ |､\:/. "⌒'ノ_丶ーヽ|､\:/. "⌒'ノ_丶ーヽ|､\:/. "⌒'ノ_丶ーヽ|､\:/. "⌒'ノ_丶ーヽ|､\:/. "⌒'ノ_丶ーヽ| ーヽ|､\:/. "⌒'ノ_丶ーヽ|､\:/. "⌒'ノ_丶ーヽ|､\:/. "⌒'ノ_丶ーヽ|､\:/. "⌒'ノ_丶ーヽ|､\:/. "⌒'ノ_丶ー _丶ーヽ|､\:/. "⌒'ノ_丶ーヽ|､\:/. "⌒'ノ_丶ーヽ|､\:/. "⌒'ノ_丶ーヽ|､\:/. "⌒'ノ_丶ーヽ|､\:/. "⌒'ノ_ ノ_丶ーヽ|､\:/. "⌒'ノ_丶ーヽ|､\:/. "⌒'ノ_丶ーヽ|､\:/. "⌒'ノ_丶ーヽ|､\:/. "⌒'ノ_丶ーヽ|､\:/. "⌒ ⌒'ノ_丶ーヽ|､\:/. "⌒'ノ_丶ーヽ|､\:/. "⌒'ノ_丶ーヽ|､\:/. "⌒'ノ_丶ーヽ|､\:/. "⌒'ノ_丶ーヽ|､\:/. "⌒'ノ_丶ーヽ|､\:/. "⌒'ノ_丶ーヽ|､\:/. "⌒'ノ_丶ーヽ|､\:/. "⌒'ノ_丶ーヽ|､\:/. "⌒'ノ_丶ーヽ|､\: "⌒'ノ_丶ーヽ|､\:/. "⌒'ノ_丶ーヽ|､\:/. "⌒'ノ_丶ーヽ|､\:/. "⌒'ノ_丶ーヽ|､\:/. "⌒'ノ_丶ーヽ "⌒'ノ_丶ーヽ|､\:/. "⌒'ノ_丶ーヽ|､\:/. "⌒'ノ_丶ーヽ|､\:/. "⌒'ノ_丶ーヽ|､\:/. "⌒'ノ_ "⌒'ノ_丶ーヽ|､\:/. "⌒'ノ_丶ーヽ|､\:/. "⌒'ノ_丶ーヽ|､\:/. "⌒'ノ_丶ーヽ|､\:/. " "⌒'ノ_丶ーヽ|､\:/. "⌒'ノ_丶ーヽ|､\:/. "⌒'ノ_丶ーヽ|､\:/. "⌒'ノ_丶ーヽ|､\ ⌒'ノ_丶ーヽ|､\:/. "⌒'ノ_丶ーヽ|､\:/. "⌒'ノ_丶ーヽ|､\:/. "⌒'ノ_丶 ノ_丶ーヽ|､\:/. "⌒'ノ_丶ーヽ|､\:/. "⌒'ノ_丶ーヽ|､\:/. ーヽ|､\:/. "⌒'ノ_丶ーヽ|､\:/. "⌒'ノ_丶ーヽ "⌒'ノ_丶ーヽ|､\ bbox=[246, 1406, 569, 1580]
toc-group bbox=[3, 958, 173, 978]
toc-group-title[interactable]: ■ 性帝部 ◆ZRbqPRTAfu さんの作品 bbox=[7, 887, 119, 894]
toc-link[interactable]: 【R18】ロロロの安平面ゲームしようぜ bbox=[12, 996, 132, 1003]
aside-off-button[interactable]: 合の手オフ bbox=[51, 113, 97, 129]
toc-link[interactable]: 魔帝悠悟々〜知り・続浦粒もでギャッー bbox=[12, 870, 132, 877]
ascii-art-panel bbox=[182, 1400, 852, 1580]
recent-link[interactable]: やる夫は異世界の戦士のようです bbox=[33, 1245, 134, 1252]
quote-number[interactable]: 9108 名前： bbox=[189, 1709, 229, 1717]
toc-link[interactable]: やる夫は記憶が無い少年のようです bbox=[12, 391, 119, 399]
toc-group-title[interactable]: ■ スカイ二次創作 bbox=[7, 207, 62, 215]
recent-link[interactable]: 純愛甘監獄[29]やる夫 bbox=[33, 1416, 102, 1423]
toc-link[interactable]: やる夫は異世界に流れ着くようです【２章】 bbox=[12, 842, 146, 849]
toc-link[interactable]: やる夫はは不思議な不具の魔女少女 bbox=[12, 969, 119, 976]
toc-group-title[interactable]: ■ RPG ◆y2XxPwD0A さんの作品 bbox=[7, 588, 112, 596]
toc-link[interactable]: 金が全ての世界で彼らは生きるようです（本） bbox=[12, 599, 153, 606]
recent-title: 最新記事 bbox=[3, 1058, 173, 1077]
toc-link[interactable]: 【R18】騎兵を載撃 bbox=[12, 500, 72, 507]
toc-link[interactable]: ボロボロな人作品集 bbox=[12, 418, 72, 425]
recent-link[interactable]: 【雑談：ゲッス】やる bbox=[33, 1512, 101, 1519]
quote-gap bbox=[189, 175, 845, 182]
counter-block bbox=[3, 1807, 173, 1862]
quote-number[interactable]: 9000 名前： bbox=[189, 148, 229, 155]
recent-link[interactable]: やる夫は臨能で物語を紡ぐよう bbox=[33, 1384, 128, 1391]
toc-link[interactable]: やる夫は孤児で物語を紡ぐようです bbox=[12, 346, 119, 353]
toc-link[interactable]: ヒ界ハートフル 日 新撰 bbox=[12, 473, 83, 480]
speech-line: あ、下記の通りカンストボーナス実装するんで、 bbox=[450, 458, 640, 468]
recent-date: [11/12] bbox=[7, 1266, 31, 1273]
speech-line: ・下記からの選択式。選択は随時安価。 bbox=[383, 659, 549, 669]
speech-line: ①ネタ魔法取得（６面ダイス。空いた面には以前のストックから随時） bbox=[383, 685, 669, 695]
recent-link[interactable]: 金が全ての世界で彼らは生きるようです bbox=[33, 1116, 155, 1123]
recent-date: [10/23] bbox=[7, 1480, 31, 1487]
toc-block bbox=[3, 183, 173, 1050]
recent-link[interactable]: 性帝部 虫乾さんの作品 bbox=[33, 1287, 103, 1295]
speech-line: 色々考えておくと良い。 bbox=[450, 1893, 555, 1903]
toc-link[interactable]: 【雑談回】各週アフシクの作 bbox=[12, 355, 99, 362]
quote-number[interactable]: 9113 名前： bbox=[189, 2071, 229, 2078]
toc-group bbox=[3, 560, 173, 580]
